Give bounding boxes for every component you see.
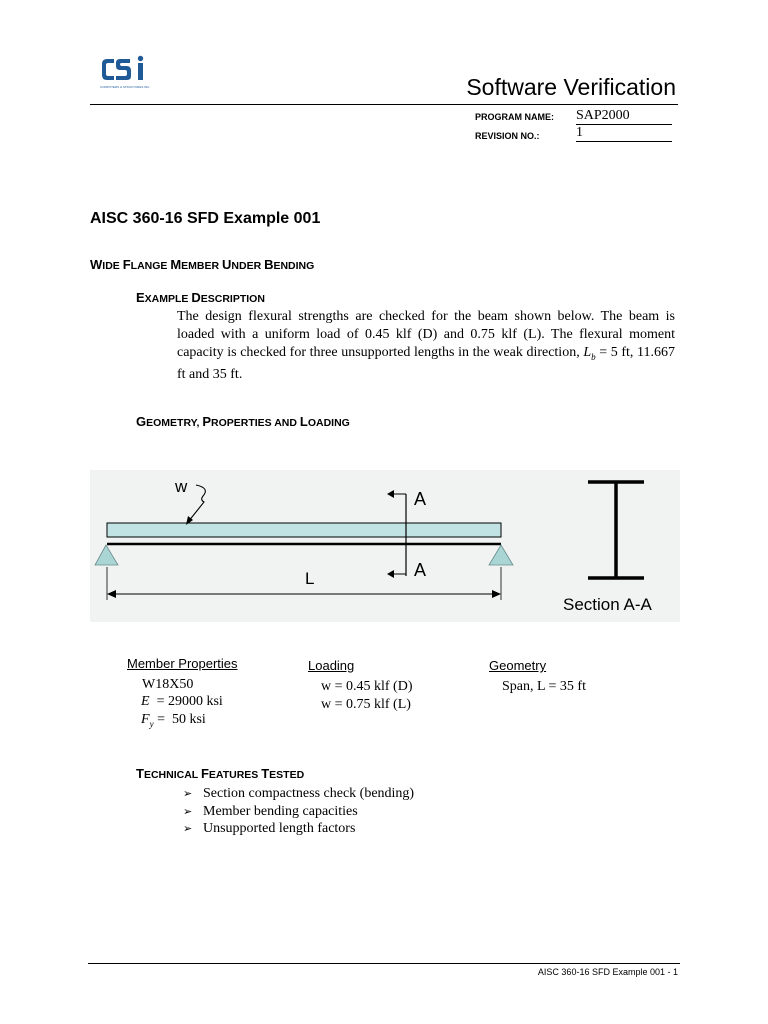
header-rule xyxy=(90,104,678,105)
loading-live: w = 0.75 klf (L) xyxy=(321,697,411,712)
geometry-span: Span, L = 35 ft xyxy=(502,679,586,694)
description-variable: L xyxy=(583,345,592,360)
beam-diagram xyxy=(90,470,680,622)
heading-part: EOMETRY, xyxy=(146,417,203,429)
heading-part: ESTED xyxy=(269,769,305,781)
revision-label: REVISION NO.: xyxy=(475,131,540,141)
heading-part: T xyxy=(261,766,270,781)
subtitle-part: ENDING xyxy=(273,260,315,272)
footer-rule xyxy=(88,963,680,964)
feature-item-text: Section compactness check (bending) xyxy=(203,786,415,801)
yield-strength xyxy=(141,712,206,729)
subtitle-part: M xyxy=(170,257,182,272)
heading-part: D xyxy=(191,290,201,305)
bullet-arrow-icon: ➢ xyxy=(183,787,193,800)
load-label: w xyxy=(175,477,188,496)
bullet-arrow-icon: ➢ xyxy=(183,822,193,835)
document-title: AISC 360-16 SFD Example 001 xyxy=(90,210,321,227)
heading-part: L xyxy=(299,414,308,429)
subtitle-part: IDE xyxy=(102,260,123,272)
technical-features-heading xyxy=(136,765,304,783)
heading-part: OADING xyxy=(307,417,350,429)
program-name-label: PROGRAM NAME: xyxy=(475,112,554,122)
heading-part: ESCRIPTION xyxy=(200,293,265,305)
feature-item-text: Unsupported length factors xyxy=(203,821,356,836)
section-cut-label-bottom: A xyxy=(414,560,427,580)
subtitle-part: F xyxy=(122,257,131,272)
example-description-heading xyxy=(136,289,265,307)
heading-part: P xyxy=(202,414,211,429)
geometry-heading: Geometry xyxy=(489,658,547,673)
yield-strength-symbol: F xyxy=(141,712,150,727)
section-cut-label-top: A xyxy=(414,489,427,509)
example-description-text xyxy=(177,308,675,384)
heading-part: E xyxy=(136,290,145,305)
span-label: L xyxy=(305,569,315,588)
heading-part: XAMPLE xyxy=(144,293,192,305)
document-subtitle xyxy=(90,256,314,274)
subtitle-part: B xyxy=(264,257,274,272)
page-header-title: Software Verification xyxy=(466,74,676,100)
bullet-arrow-icon: ➢ xyxy=(183,805,193,818)
beam-figure xyxy=(90,470,680,622)
heading-part: ECHNICAL xyxy=(143,769,201,781)
subtitle-part: U xyxy=(222,257,232,272)
member-properties-heading: Member Properties xyxy=(127,656,238,671)
description-body: The design flexural strengths are checked for the beam shown below. The beam is loaded with a uniform load of 0.45 klf (D) and 0.75 klf (L). The flexural moment capacity is checked for three unsupported lengths in the weak direction, xyxy=(177,309,675,360)
heading-part: ROPERTIES AND xyxy=(211,417,300,429)
yield-strength-subscript: y xyxy=(149,718,154,729)
beam-member xyxy=(107,523,501,537)
feature-item xyxy=(183,821,355,837)
member-shape: W18X50 xyxy=(142,677,194,692)
footer-text: AISC 360-16 SFD Example 001 - 1 xyxy=(537,967,678,977)
elastic-modulus xyxy=(141,694,223,710)
section-label: Section A-A xyxy=(563,595,652,614)
logo-subtext: COMPUTERS & STRUCTURES INC. xyxy=(100,85,151,89)
subtitle-part: LANGE xyxy=(130,260,171,272)
geometry-properties-loading-heading xyxy=(136,413,350,431)
loading-heading: Loading xyxy=(308,658,355,673)
yield-strength-value: = 50 ksi xyxy=(153,712,206,727)
feature-item xyxy=(183,804,358,820)
feature-item-text: Member bending capacities xyxy=(203,804,358,819)
description-tail: = 5 ft, 11.667 ft and 35 ft. xyxy=(177,345,676,382)
subtitle-part: NDER xyxy=(231,260,265,272)
heading-part: F xyxy=(200,766,209,781)
loading-dead: w = 0.45 klf (D) xyxy=(321,679,413,694)
revision-value: 1 xyxy=(576,124,672,142)
heading-part: T xyxy=(136,766,144,781)
elastic-modulus-value: = 29000 ksi xyxy=(149,694,223,709)
subtitle-part: W xyxy=(90,257,103,272)
elastic-modulus-symbol: E xyxy=(141,694,150,709)
heading-part: EATURES xyxy=(208,769,262,781)
feature-item xyxy=(183,786,414,802)
description-subscript: b xyxy=(591,351,596,362)
subtitle-part: EMBER xyxy=(181,260,223,272)
program-name-value: SAP2000 xyxy=(576,107,672,125)
heading-part: G xyxy=(136,414,147,429)
csi-logo xyxy=(100,55,156,93)
